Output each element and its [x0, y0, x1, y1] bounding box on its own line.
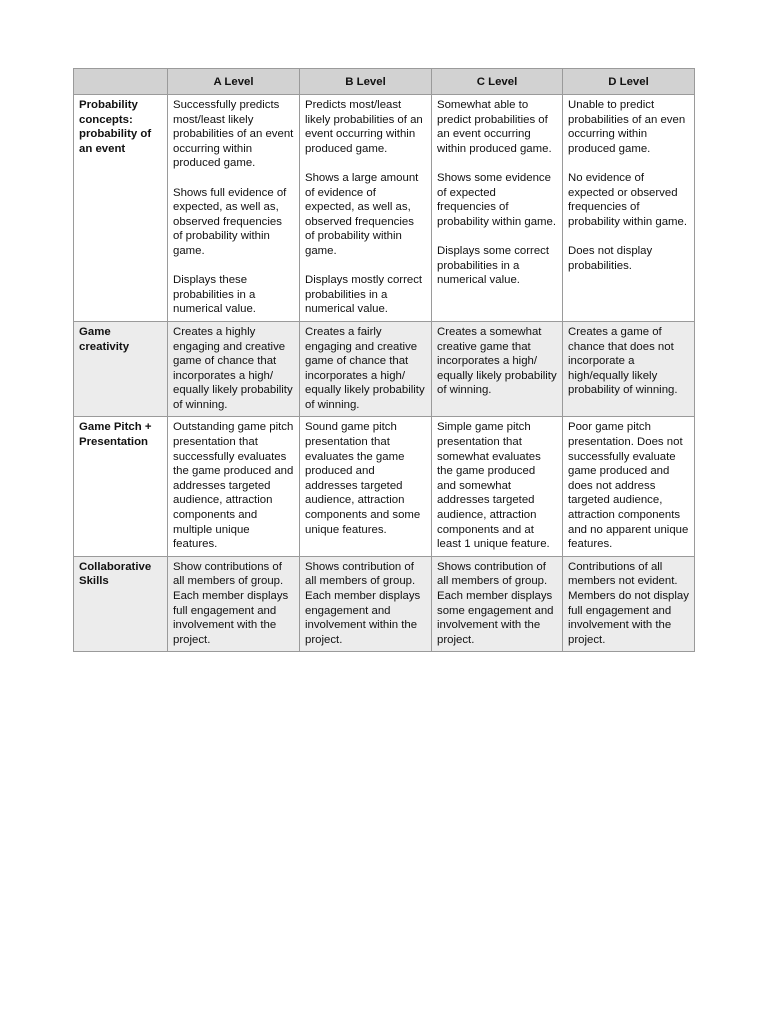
rubric-cell — [168, 95, 300, 322]
rubric-cell — [300, 321, 432, 417]
cell-paragraph: Simple game pitch presentation that somewhat evaluates the game produced and somewhat addresses targeted audience, attraction components and at least 1 unique feature. — [437, 421, 550, 551]
rubric-cell — [432, 321, 563, 417]
header-row — [74, 69, 695, 95]
rubric-cell — [168, 321, 300, 417]
cell-paragraph: Outstanding game pitch presentation that successfully evaluates the game produced and addresses targeted audience, attraction components and multiple unique features. — [173, 421, 294, 551]
rubric-table — [73, 68, 695, 652]
table-row — [74, 556, 695, 652]
cell-paragraph: No evidence of expected or observed frequencies of probability within game. — [568, 171, 688, 228]
rubric-cell — [563, 556, 695, 652]
rubric-cell — [300, 95, 432, 322]
header-c-level: C Level — [432, 69, 563, 95]
criterion-cell: Game Pitch + Presentation — [74, 417, 168, 556]
cell-paragraph: Does not display probabilities. — [568, 244, 653, 272]
rubric-cell — [563, 417, 695, 556]
table-row — [74, 321, 695, 417]
cell-paragraph: Successfully predicts most/least likely probabilities of an event occurring within produced game. — [173, 99, 294, 170]
cell-paragraph: Displays some correct probabilities in a numerical value. — [437, 244, 550, 287]
header-b-level: B Level — [300, 69, 432, 95]
rubric-cell — [168, 556, 300, 652]
cell-paragraph: Sound game pitch presentation that evaluates the game produced and addresses targeted audience, attraction components and some unique features. — [305, 421, 421, 536]
header-d-level: D Level — [563, 69, 695, 95]
header-corner — [74, 69, 168, 95]
rubric-cell — [168, 417, 300, 556]
rubric-cell — [432, 556, 563, 652]
cell-paragraph: Displays these probabilities in a numerical value. — [173, 274, 256, 316]
cell-paragraph: Shows full evidence of expected, as well as, observed frequencies of probability within game. — [173, 186, 287, 257]
rubric-cell — [300, 556, 432, 652]
rubric-cell — [432, 95, 563, 322]
cell-paragraph: Creates a fairly engaging and creative game of chance that incorporates a high/ equally likely probability of winning. — [305, 325, 425, 411]
cell-paragraph: Creates a highly engaging and creative game of chance that incorporates a high/ equally likely probability of winning. — [173, 325, 293, 411]
cell-paragraph: Creates a somewhat creative game that incorporates a high/ equally likely probability of winning. — [437, 325, 557, 397]
table-row — [74, 95, 695, 322]
cell-paragraph: Shows a large amount of evidence of expected, as well as, observed frequencies of probability within game. — [305, 171, 419, 257]
cell-paragraph: Contributions of all members not evident. Members do not display full engagement and involvement with the project. — [568, 560, 689, 646]
cell-paragraph: Show contributions of all members of group. Each member displays full engagement and involvement with the project. — [173, 560, 289, 646]
cell-paragraph: Poor game pitch presentation. Does not successfully evaluate game produced and does not address targeted audience, attraction components and no apparent unique features. — [568, 421, 689, 551]
cell-paragraph: Shows some evidence of expected frequencies of probability within game. — [437, 171, 557, 228]
criterion-cell: Game creativity — [74, 321, 168, 417]
rubric-cell — [432, 417, 563, 556]
cell-paragraph: Shows contribution of all members of group. Each member displays some engagement and involvement with the project. — [437, 560, 554, 646]
cell-paragraph: Predicts most/least likely probabilities of an event occurring within produced game. — [305, 99, 423, 155]
cell-paragraph: Shows contribution of all members of group. Each member displays engagement and involvement within the project. — [305, 560, 421, 646]
rubric-cell — [563, 321, 695, 417]
header-a-level: A Level — [168, 69, 300, 95]
rubric-cell — [563, 95, 695, 322]
rubric-cell — [300, 417, 432, 556]
criterion-cell: Probability concepts: probability of an event — [74, 95, 168, 322]
cell-paragraph: Creates a game of chance that does not incorporate a high/equally likely probability of winning. — [568, 325, 678, 397]
table-row — [74, 417, 695, 556]
cell-paragraph: Somewhat able to predict probabilities of an event occurring within produced game. — [437, 99, 552, 155]
cell-paragraph: Displays mostly correct probabilities in a numerical value. — [305, 274, 423, 316]
cell-paragraph: Unable to predict probabilities of an even occurring within produced game. — [568, 99, 686, 155]
criterion-cell: Collaborative Skills — [74, 556, 168, 652]
